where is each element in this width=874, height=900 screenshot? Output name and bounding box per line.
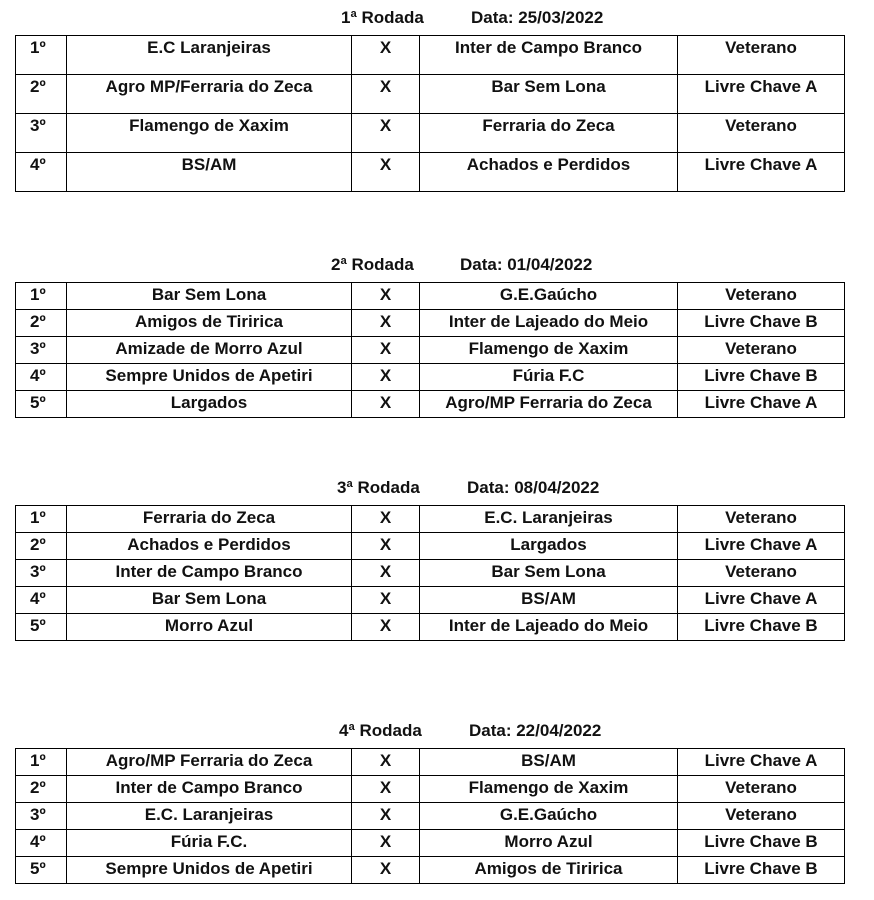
table-row xyxy=(16,614,845,641)
category: Livre Chave A xyxy=(678,749,845,776)
away-team: Flamengo de Xaxim xyxy=(420,776,678,803)
versus-mark: X xyxy=(352,36,420,75)
match-number: 4º xyxy=(16,364,67,391)
versus-mark: X xyxy=(352,506,420,533)
category: Livre Chave A xyxy=(678,153,845,192)
home-team: Agro MP/Ferraria do Zeca xyxy=(67,75,352,114)
away-team: G.E.Gaúcho xyxy=(420,803,678,830)
table-row xyxy=(16,587,845,614)
away-team: Inter de Lajeado do Meio xyxy=(420,614,678,641)
category: Livre Chave B xyxy=(678,857,845,884)
match-number: 3º xyxy=(16,337,67,364)
home-team: Morro Azul xyxy=(67,614,352,641)
away-team: Bar Sem Lona xyxy=(420,75,678,114)
match-number: 2º xyxy=(16,75,67,114)
away-team: E.C. Laranjeiras xyxy=(420,506,678,533)
home-team: BS/AM xyxy=(67,153,352,192)
home-team: Bar Sem Lona xyxy=(67,283,352,310)
away-team: Ferraria do Zeca xyxy=(420,114,678,153)
category: Livre Chave A xyxy=(678,391,845,418)
versus-mark: X xyxy=(352,803,420,830)
home-team: E.C. Laranjeiras xyxy=(67,803,352,830)
fixtures-table xyxy=(15,35,845,192)
match-number: 1º xyxy=(16,506,67,533)
fixtures-table xyxy=(15,505,845,641)
round-header xyxy=(0,720,874,742)
table-row xyxy=(16,533,845,560)
fixtures-table xyxy=(15,282,845,418)
category: Veterano xyxy=(678,560,845,587)
versus-mark: X xyxy=(352,587,420,614)
category: Livre Chave B xyxy=(678,830,845,857)
versus-mark: X xyxy=(352,830,420,857)
match-number: 3º xyxy=(16,803,67,830)
home-team: Inter de Campo Branco xyxy=(67,560,352,587)
category: Veterano xyxy=(678,337,845,364)
round-header xyxy=(0,254,874,276)
match-number: 2º xyxy=(16,310,67,337)
match-number: 4º xyxy=(16,153,67,192)
round-label: 4ª Rodada xyxy=(339,721,422,740)
table-row xyxy=(16,506,845,533)
round-date: Data: 08/04/2022 xyxy=(467,478,600,497)
table-row xyxy=(16,560,845,587)
table-row xyxy=(16,337,845,364)
category: Veterano xyxy=(678,506,845,533)
match-number: 2º xyxy=(16,533,67,560)
round-label: 3ª Rodada xyxy=(337,478,420,497)
table-row xyxy=(16,803,845,830)
away-team: Bar Sem Lona xyxy=(420,560,678,587)
home-team: E.C Laranjeiras xyxy=(67,36,352,75)
home-team: Achados e Perdidos xyxy=(67,533,352,560)
match-number: 1º xyxy=(16,36,67,75)
round-label: 1ª Rodada xyxy=(341,8,424,27)
match-number: 4º xyxy=(16,587,67,614)
table-row xyxy=(16,364,845,391)
round-header xyxy=(0,7,874,29)
home-team: Amizade de Morro Azul xyxy=(67,337,352,364)
fixtures-table xyxy=(15,748,845,884)
away-team: BS/AM xyxy=(420,749,678,776)
versus-mark: X xyxy=(352,364,420,391)
versus-mark: X xyxy=(352,614,420,641)
versus-mark: X xyxy=(352,283,420,310)
away-team: Fúria F.C xyxy=(420,364,678,391)
category: Veterano xyxy=(678,803,845,830)
versus-mark: X xyxy=(352,391,420,418)
versus-mark: X xyxy=(352,533,420,560)
category: Veterano xyxy=(678,283,845,310)
table-row xyxy=(16,75,845,114)
versus-mark: X xyxy=(352,749,420,776)
category: Veterano xyxy=(678,114,845,153)
match-number: 3º xyxy=(16,114,67,153)
match-number: 1º xyxy=(16,283,67,310)
home-team: Agro/MP Ferraria do Zeca xyxy=(67,749,352,776)
match-number: 5º xyxy=(16,391,67,418)
away-team: Largados xyxy=(420,533,678,560)
match-number: 5º xyxy=(16,857,67,884)
table-row xyxy=(16,776,845,803)
category: Livre Chave B xyxy=(678,310,845,337)
table-row xyxy=(16,153,845,192)
category: Veterano xyxy=(678,776,845,803)
home-team: Amigos de Tiririca xyxy=(67,310,352,337)
versus-mark: X xyxy=(352,857,420,884)
match-number: 1º xyxy=(16,749,67,776)
away-team: G.E.Gaúcho xyxy=(420,283,678,310)
versus-mark: X xyxy=(352,776,420,803)
home-team: Sempre Unidos de Apetiri xyxy=(67,857,352,884)
category: Livre Chave B xyxy=(678,614,845,641)
versus-mark: X xyxy=(352,75,420,114)
home-team: Flamengo de Xaxim xyxy=(67,114,352,153)
versus-mark: X xyxy=(352,337,420,364)
away-team: Agro/MP Ferraria do Zeca xyxy=(420,391,678,418)
round-date: Data: 25/03/2022 xyxy=(471,8,604,27)
away-team: Morro Azul xyxy=(420,830,678,857)
home-team: Ferraria do Zeca xyxy=(67,506,352,533)
match-number: 3º xyxy=(16,560,67,587)
away-team: Amigos de Tiririca xyxy=(420,857,678,884)
category: Livre Chave A xyxy=(678,587,845,614)
versus-mark: X xyxy=(352,310,420,337)
versus-mark: X xyxy=(352,153,420,192)
home-team: Largados xyxy=(67,391,352,418)
round-label: 2ª Rodada xyxy=(331,255,414,274)
round-date: Data: 01/04/2022 xyxy=(460,255,593,274)
table-row xyxy=(16,36,845,75)
match-number: 2º xyxy=(16,776,67,803)
away-team: Achados e Perdidos xyxy=(420,153,678,192)
category: Livre Chave A xyxy=(678,75,845,114)
table-row xyxy=(16,857,845,884)
home-team: Bar Sem Lona xyxy=(67,587,352,614)
versus-mark: X xyxy=(352,560,420,587)
table-row xyxy=(16,391,845,418)
versus-mark: X xyxy=(352,114,420,153)
match-number: 4º xyxy=(16,830,67,857)
table-row xyxy=(16,283,845,310)
round-date: Data: 22/04/2022 xyxy=(469,721,602,740)
home-team: Inter de Campo Branco xyxy=(67,776,352,803)
table-row xyxy=(16,749,845,776)
table-row xyxy=(16,830,845,857)
home-team: Sempre Unidos de Apetiri xyxy=(67,364,352,391)
category: Veterano xyxy=(678,36,845,75)
category: Livre Chave A xyxy=(678,533,845,560)
away-team: Inter de Lajeado do Meio xyxy=(420,310,678,337)
away-team: Flamengo de Xaxim xyxy=(420,337,678,364)
away-team: Inter de Campo Branco xyxy=(420,36,678,75)
match-number: 5º xyxy=(16,614,67,641)
table-row xyxy=(16,114,845,153)
table-row xyxy=(16,310,845,337)
away-team: BS/AM xyxy=(420,587,678,614)
round-header xyxy=(0,477,874,499)
home-team: Fúria F.C. xyxy=(67,830,352,857)
category: Livre Chave B xyxy=(678,364,845,391)
